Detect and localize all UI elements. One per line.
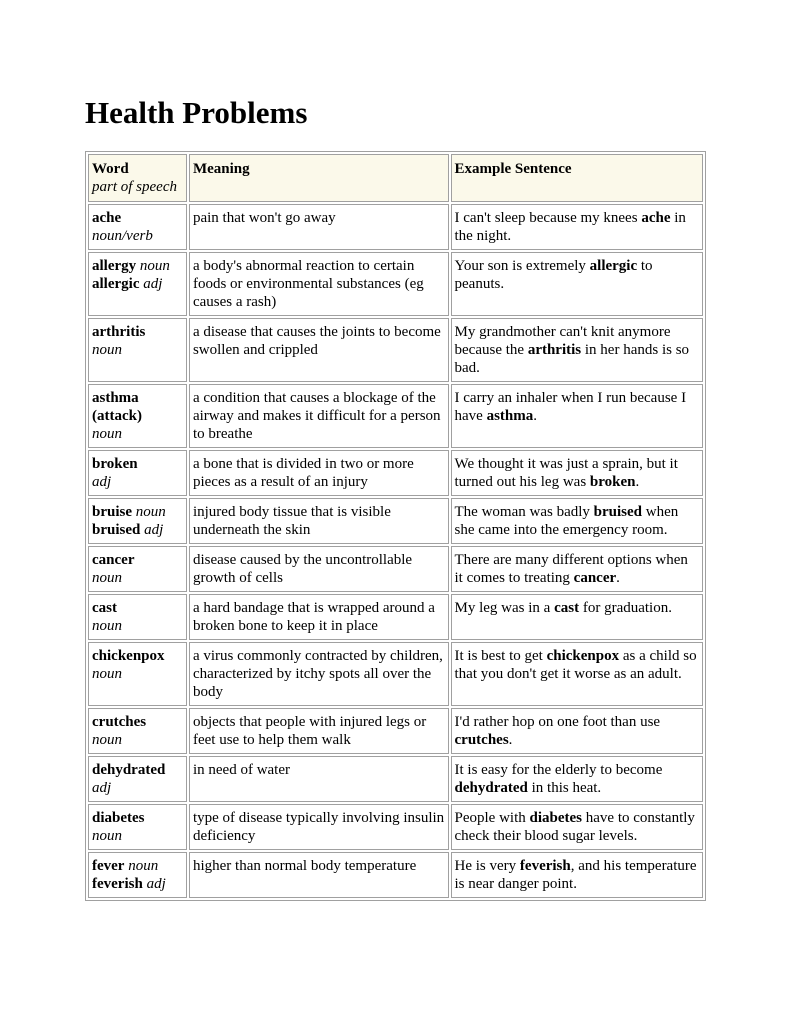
word-entry [92, 551, 183, 569]
vocab-word: allergy [92, 258, 137, 274]
table-row [88, 450, 703, 496]
part-of-speech: noun [139, 258, 170, 274]
vocab-word: crutches [92, 714, 147, 730]
example-text: The woman was badly [454, 504, 594, 520]
part-of-speech: noun [92, 732, 122, 748]
example-text: as a child so that you don't get it worse as an adult. [454, 648, 697, 682]
example-text: in this heat. [527, 780, 602, 796]
meaning-cell: disease caused by the uncontrollable growth of cells [189, 546, 449, 592]
example-text: I carry an inhaler when I run because I have [454, 390, 687, 424]
table-row [88, 708, 703, 754]
header-pos-label: part of speech [92, 179, 177, 195]
word-entry [92, 713, 183, 731]
word-entry [92, 323, 183, 341]
table-row [88, 756, 703, 802]
example-text: have to constantly check their blood sugar levels. [454, 810, 695, 844]
vocab-word: bruised [92, 522, 141, 538]
example-cell [451, 708, 703, 754]
vocabulary-table [85, 151, 706, 901]
example-keyword: broken [589, 474, 636, 490]
example-cell [451, 804, 703, 850]
page-title: Health Problems [85, 95, 308, 130]
table-header-row [88, 154, 703, 202]
example-keyword: dehydrated [454, 780, 528, 796]
header-word-label: Word [92, 161, 129, 177]
meaning-cell: pain that won't go away [189, 204, 449, 250]
vocab-word: asthma (attack) [92, 390, 142, 424]
word-cell [88, 708, 187, 754]
header-example-label: Example Sentence [454, 161, 572, 177]
vocab-word: cancer [92, 552, 135, 568]
table-row [88, 498, 703, 544]
meaning-cell: higher than normal body temperature [189, 852, 449, 898]
example-text: I can't sleep because my knees [454, 210, 642, 226]
vocab-word: chickenpox [92, 648, 165, 664]
word-entry [92, 257, 183, 275]
vocab-word: dehydrated [92, 762, 166, 778]
example-text: for graduation. [579, 600, 672, 616]
example-cell [451, 642, 703, 706]
example-keyword: chickenpox [546, 648, 620, 664]
example-text: . [616, 570, 620, 586]
vocab-word: fever [92, 858, 125, 874]
word-entry [92, 389, 183, 425]
example-keyword: crutches [454, 732, 509, 748]
example-text: We thought it was just a sprain, but it turned out his leg was [454, 456, 678, 490]
example-cell [451, 756, 703, 802]
example-cell [451, 546, 703, 592]
example-keyword: asthma [486, 408, 534, 424]
vocab-word: diabetes [92, 810, 145, 826]
word-entry [92, 275, 183, 293]
part-of-speech: noun [92, 342, 122, 358]
header-meaning [189, 154, 449, 202]
example-text: My leg was in a [454, 600, 555, 616]
word-entry [92, 503, 183, 521]
part-of-speech: noun [128, 858, 159, 874]
meaning-cell: a disease that causes the joints to become swollen and crippled [189, 318, 449, 382]
word-entry [92, 521, 183, 539]
word-entry [92, 809, 183, 827]
table-row [88, 546, 703, 592]
word-cell [88, 498, 187, 544]
word-cell [88, 384, 187, 448]
table-row [88, 384, 703, 448]
meaning-cell: a body's abnormal reaction to certain foods or environmental substances (eg causes a rash) [189, 252, 449, 316]
word-cell [88, 642, 187, 706]
example-cell [451, 384, 703, 448]
word-cell [88, 804, 187, 850]
word-entry [92, 857, 183, 875]
example-cell [451, 252, 703, 316]
part-of-speech: noun/verb [92, 228, 153, 244]
example-text: It is easy for the elderly to become [454, 762, 663, 778]
header-meaning-label: Meaning [192, 161, 250, 177]
meaning-cell: in need of water [189, 756, 449, 802]
table-row [88, 318, 703, 382]
example-cell [451, 852, 703, 898]
example-keyword: allergic [589, 258, 638, 274]
example-keyword: arthritis [527, 342, 582, 358]
word-cell [88, 546, 187, 592]
word-entry [92, 455, 183, 473]
word-cell [88, 204, 187, 250]
word-entry [92, 599, 183, 617]
table-row [88, 594, 703, 640]
meaning-cell: a bone that is divided in two or more pieces as a result of an injury [189, 450, 449, 496]
example-keyword: bruised [593, 504, 643, 520]
meaning-cell: a condition that causes a blockage of the airway and makes it difficult for a person to breathe [189, 384, 449, 448]
word-cell [88, 756, 187, 802]
part-of-speech: adj [146, 876, 166, 892]
meaning-cell: objects that people with injured legs or feet use to help them walk [189, 708, 449, 754]
meaning-cell: a virus commonly contracted by children, characterized by itchy spots all over the body [189, 642, 449, 706]
example-text: My grandmother can't knit anymore because the [454, 324, 671, 358]
vocab-word: ache [92, 210, 122, 226]
example-keyword: diabetes [529, 810, 583, 826]
word-cell [88, 450, 187, 496]
word-entry [92, 647, 183, 665]
example-cell [451, 498, 703, 544]
example-text: when she came into the emergency room. [454, 504, 679, 538]
word-entry [92, 209, 183, 227]
example-keyword: feverish [519, 858, 571, 874]
word-entry [92, 875, 183, 893]
example-text: , and his temperature is near danger point. [454, 858, 697, 892]
example-text: in her hands is so bad. [454, 342, 690, 376]
meaning-cell: type of disease typically involving insulin deficiency [189, 804, 449, 850]
word-entry [92, 761, 183, 779]
example-cell [451, 594, 703, 640]
vocab-word: cast [92, 600, 117, 616]
example-text: People with [454, 810, 530, 826]
example-text: I'd rather hop on one foot than use [454, 714, 661, 730]
example-keyword: ache [641, 210, 671, 226]
meaning-cell: injured body tissue that is visible underneath the skin [189, 498, 449, 544]
meaning-cell: a hard bandage that is wrapped around a broken bone to keep it in place [189, 594, 449, 640]
example-text: in the night. [454, 210, 686, 244]
table-row [88, 852, 703, 898]
part-of-speech: noun [92, 666, 122, 682]
part-of-speech: noun [92, 618, 122, 634]
example-text: He is very [454, 858, 520, 874]
example-cell [451, 450, 703, 496]
example-text: . [508, 732, 513, 748]
word-cell [88, 318, 187, 382]
vocab-word: allergic [92, 276, 140, 292]
example-text: It is best to get [454, 648, 547, 664]
example-keyword: cast [554, 600, 580, 616]
table-body [88, 204, 703, 898]
part-of-speech: noun [92, 828, 122, 844]
vocab-word: feverish [92, 876, 143, 892]
word-cell [88, 594, 187, 640]
word-cell [88, 852, 187, 898]
example-cell [451, 204, 703, 250]
table-row [88, 642, 703, 706]
example-text: to peanuts. [454, 258, 653, 292]
word-cell [88, 252, 187, 316]
part-of-speech: adj [143, 276, 163, 292]
example-cell [451, 318, 703, 382]
part-of-speech: adj [92, 780, 112, 796]
part-of-speech: adj [92, 474, 112, 490]
vocab-word: arthritis [92, 324, 146, 340]
table-row [88, 204, 703, 250]
part-of-speech: noun [92, 426, 122, 442]
header-example [451, 154, 703, 202]
example-text: . [635, 474, 640, 490]
example-keyword: cancer [573, 570, 617, 586]
example-text: There are many different options when it comes to treating [454, 552, 688, 586]
header-word [88, 154, 187, 202]
vocab-word: broken [92, 456, 138, 472]
part-of-speech: noun [92, 570, 122, 586]
example-text: Your son is extremely [454, 258, 590, 274]
table-row [88, 804, 703, 850]
vocab-word: bruise [92, 504, 133, 520]
part-of-speech: adj [144, 522, 164, 538]
part-of-speech: noun [135, 504, 166, 520]
example-text: . [533, 408, 538, 424]
table-row [88, 252, 703, 316]
